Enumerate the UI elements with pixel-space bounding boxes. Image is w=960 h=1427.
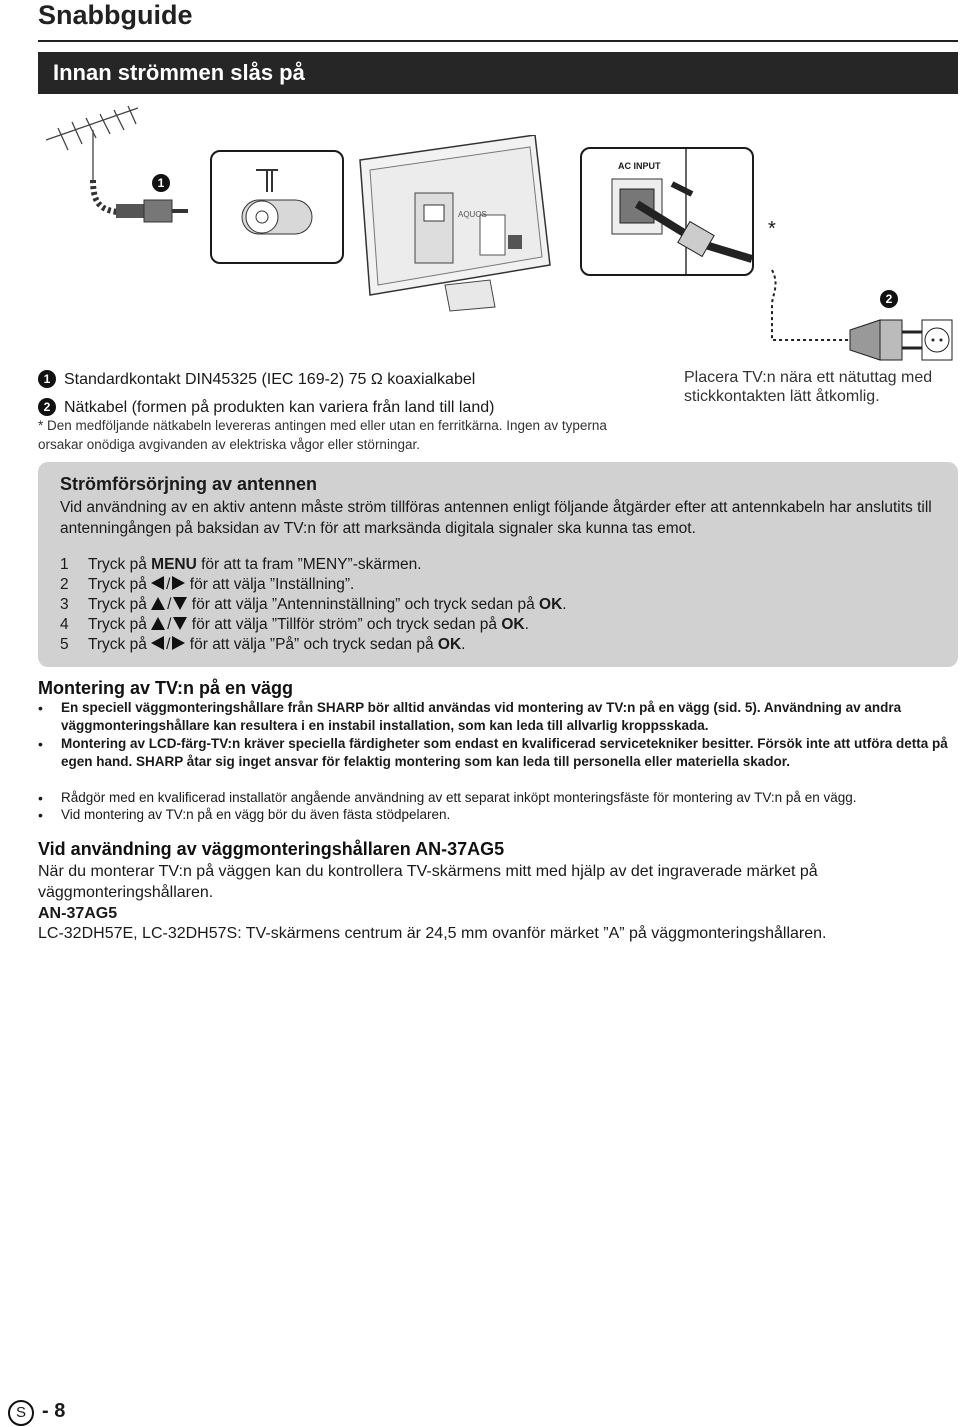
- menu-key: MENU: [151, 556, 197, 573]
- arrow-left-icon: [151, 636, 164, 650]
- marker-2-badge: [880, 290, 898, 309]
- arrow-up-icon: [151, 617, 165, 630]
- power-plug-illustration: [750, 250, 960, 365]
- page-number: S - 8: [8, 1400, 65, 1426]
- antenna-power-body: Vid användning av en aktiv antenn måste ström tillföras antennen enligt följande åtgärder efter att antennkabeln har anslutits till antenningången på baksidan av TV:n för att marksända digitala signaler ska kunna tas emot.: [60, 499, 932, 537]
- antenna-illustration: [38, 100, 208, 240]
- arrow-up-icon: [151, 597, 165, 610]
- tv-brand-label: AQUOS: [458, 210, 487, 219]
- language-badge: S: [8, 1400, 34, 1426]
- marker-1: 1: [152, 174, 170, 192]
- legend-num-1: 1: [38, 370, 56, 388]
- ac-input-illustration: [582, 149, 752, 274]
- section-header: [38, 52, 958, 94]
- ok-key: OK: [539, 596, 563, 613]
- title-divider: [38, 40, 958, 42]
- placement-note: Placera TV:n nära ett nätuttag med stickkontakten lätt åtkomlig.: [684, 369, 933, 405]
- bracket-body: När du monterar TV:n på väggen kan du kontrollera TV-skärmens mitt med hjälp av det ingraverade märket på väggmonteringshållaren.: [38, 863, 818, 901]
- ok-key: OK: [501, 616, 525, 633]
- step-1: 1 Tryck på MENU för att ta fram ”MENY”-skärmen.: [60, 556, 422, 573]
- asterisk-marker: *: [768, 218, 776, 240]
- marker-1-badge: [152, 174, 170, 193]
- arrow-right-icon: [172, 636, 185, 650]
- section-title: Innan strömmen slås på: [53, 60, 305, 85]
- antenna-power-title: Strömförsörjning av antennen: [60, 474, 318, 494]
- antenna-socket-box: [210, 150, 344, 264]
- wall-mount-title: Montering av TV:n på en vägg: [38, 678, 294, 698]
- wall-bullet-3: • Rådgör med en kvalificerad installatör angående användning av ett separat inköpt monteringsfäste för montering av TV:n på en vägg.: [38, 790, 857, 806]
- ok-key: OK: [437, 636, 462, 653]
- arrow-down-icon: [173, 617, 187, 630]
- wall-bullet-1: • En speciell väggmonteringshållare från SHARP bör alltid användas vid montering av TV:n på en vägg (sid. 5). Användning av andra väggmonteringshållare kan resultera i en instabil installation, som kan leda till allvarlig kroppsskada.: [38, 700, 902, 733]
- antenna-socket-icon: [212, 152, 342, 262]
- bracket-models-line: LC-32DH57E, LC-32DH57S: TV-skärmens centrum är 24,5 mm ovanför märket ”A” på väggmonteringshållaren.: [38, 925, 827, 942]
- step-2: 2 Tryck på / för att välja ”Inställning”.: [60, 576, 355, 593]
- arrow-down-icon: [173, 597, 187, 610]
- tv-rear-illustration: [350, 135, 560, 315]
- step-3: 3 Tryck på / för att välja ”Antenninställning” och tryck sedan på OK.: [60, 596, 567, 613]
- arrow-right-icon: [172, 576, 185, 590]
- ac-input-box: [580, 147, 754, 276]
- legend-item-1: [38, 370, 475, 389]
- page-title: Snabbguide: [38, 0, 193, 30]
- marker-2: 2: [880, 290, 898, 308]
- step-5: 5 Tryck på / för att välja ”På” och tryck sedan på OK.: [60, 636, 466, 653]
- legend-item-2: [38, 398, 494, 417]
- ferrite-note: * Den medföljande nätkabeln levereras antingen med eller utan en ferritkärna. Ingen av typerna orsakar onödiga avgivanden av elektriska vågor eller störningar.: [38, 418, 607, 452]
- step-4: 4 Tryck på / för att välja ”Tillför ström” och tryck sedan på OK.: [60, 616, 529, 633]
- wall-bullet-2: • Montering av LCD-färg-TV:n kräver speciella färdigheter som endast en kvalificerad servicetekniker besitter. Försök inte att utföra detta på egen hand. SHARP åtar sig inget ansvar för felaktig montering som kan leda till personella eller materiella skador.: [38, 736, 948, 769]
- wall-bullet-4: • Vid montering av TV:n på en vägg bör du även fästa stödpelaren.: [38, 807, 451, 823]
- bracket-model: AN-37AG5: [38, 905, 118, 922]
- legend-text-1: Standardkontakt DIN45325 (IEC 169-2) 75 Ω koaxialkabel: [64, 371, 476, 388]
- legend-num-2: 2: [38, 398, 56, 416]
- bracket-title: Vid användning av väggmonteringshållaren AN-37AG5: [38, 839, 505, 859]
- legend-text-2: Nätkabel (formen på produkten kan variera från land till land): [64, 399, 495, 416]
- ac-input-label: AC INPUT: [618, 161, 661, 171]
- arrow-left-icon: [151, 576, 164, 590]
